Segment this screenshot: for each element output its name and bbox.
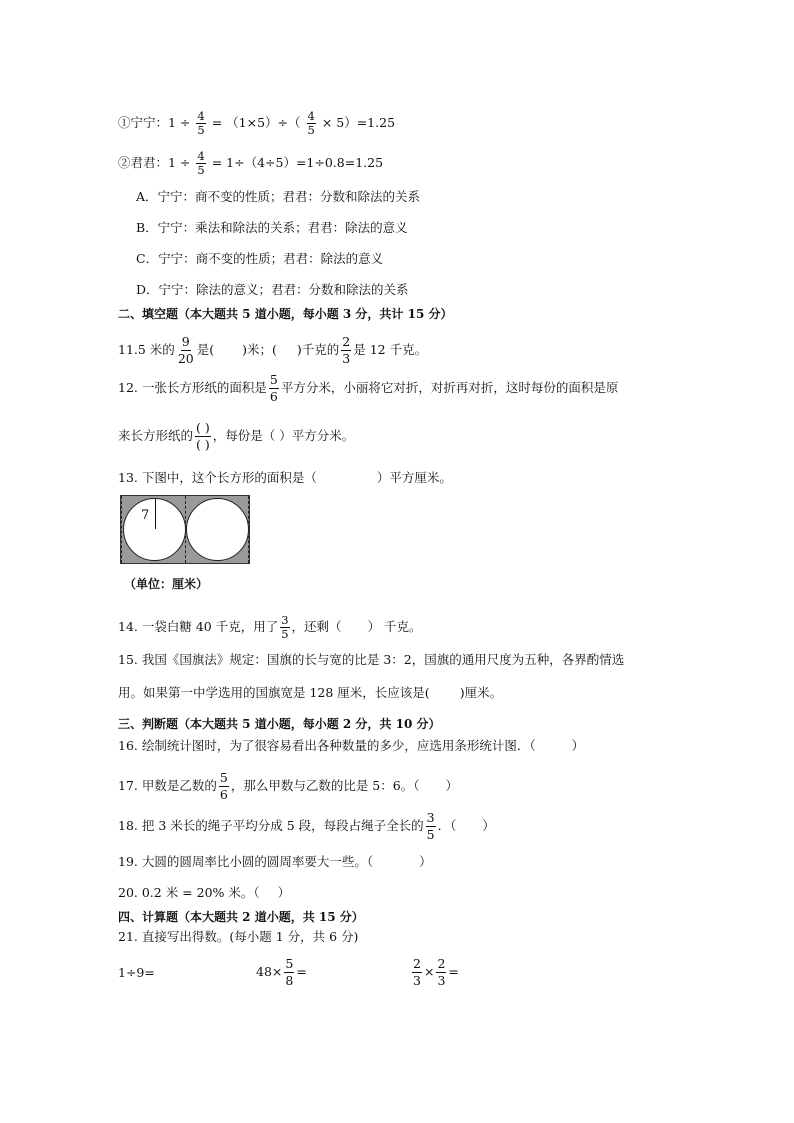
denominator: 6 <box>269 389 278 404</box>
text: ，那么甲数与乙数的比是 5：6。（ <box>230 778 420 793</box>
numerator: 5 <box>285 956 294 971</box>
numerator: 2 <box>342 334 351 349</box>
numerator: 5 <box>219 770 228 785</box>
denominator: 3 <box>413 973 421 988</box>
text: )厘米。 <box>459 685 503 700</box>
question-15-line1: 15. 我国《国旗法》规定：国旗的长与宽的比是 3：2，国旗的通用尺度为五种，各界酌情选 <box>118 652 625 667</box>
option-b: B．宁宁：乘法和除法的关系；君君：除法的意义 <box>136 220 408 235</box>
dashed-edge-right <box>248 496 249 563</box>
fraction <box>412 956 422 989</box>
method-line-junjun <box>118 150 383 177</box>
text: 13. 下图中，这个长方形的面积是（ <box>118 470 317 485</box>
numerator: 3 <box>426 810 435 825</box>
fraction <box>426 810 436 843</box>
text: 平方分米，小丽将它对折，对折再对折，这时每份的面积是原 <box>280 380 619 395</box>
denominator: ( ) <box>196 437 210 452</box>
calc-expression-1: 1÷9= <box>118 965 155 980</box>
fraction-blank[interactable] <box>195 420 211 453</box>
denominator: 5 <box>426 827 435 842</box>
numerator: 4 <box>197 149 205 163</box>
fraction <box>196 110 205 137</box>
numerator: 5 <box>269 372 278 387</box>
text: 20. 0.2 米 = 20% 米。（ <box>118 885 260 900</box>
text: 用。如果第一中学选用的国旗宽是 128 厘米，长应该是( <box>118 685 430 700</box>
question-11 <box>118 334 427 367</box>
text: ） <box>482 818 495 833</box>
fraction <box>196 150 205 177</box>
numerator: 3 <box>281 613 289 627</box>
fraction <box>280 614 289 641</box>
rectangle-two-circles-figure <box>120 495 250 564</box>
dashed-center-line <box>185 496 186 563</box>
fraction <box>219 770 229 803</box>
text: = <box>296 964 307 979</box>
text: 14. 一袋白糖 40 千克，用了 <box>118 619 279 634</box>
text: ） <box>571 738 585 753</box>
text: = 1÷（4÷5）=1÷0.8=1.25 <box>211 155 384 170</box>
text: ．（ <box>437 818 457 833</box>
text: 16. 绘制统计图时，为了很容易看出各种数量的多少，应选用条形统计图．（ <box>118 738 536 753</box>
text: 17. 甲数是乙数的 <box>118 778 217 793</box>
denominator: 5 <box>197 123 205 137</box>
right-circle <box>186 498 249 561</box>
text: ，还剩（ <box>291 619 342 634</box>
numerator: 4 <box>197 109 205 123</box>
option-a: A．宁宁：商不变的性质；君君：分数和除法的关系 <box>136 189 421 204</box>
denominator: 5 <box>307 123 315 137</box>
fraction <box>269 372 279 405</box>
text: ，每份是（ ）平方分米。 <box>212 428 355 443</box>
text: 是 12 千克。 <box>353 342 428 357</box>
text: ①宁宁：1 ÷ <box>118 115 191 130</box>
section-title-fill-blank: 二、填空题（本大题共 5 道小题，每小题 3 分，共计 15 分） <box>118 307 453 321</box>
fraction <box>436 956 446 989</box>
fraction <box>307 110 316 137</box>
question-18 <box>118 810 495 843</box>
radius-label: 7 <box>141 508 150 523</box>
denominator: 20 <box>177 351 194 366</box>
question-17 <box>118 770 458 803</box>
option-c: C．宁宁：商不变的性质；君君：除法的意义 <box>136 251 384 266</box>
text: ） 千克。 <box>367 619 422 634</box>
question-19 <box>118 853 432 871</box>
denominator: 8 <box>285 973 294 988</box>
question-16 <box>118 737 584 755</box>
denominator: 5 <box>281 627 289 641</box>
calc-expression-3 <box>410 956 459 989</box>
question-12-line1 <box>118 372 618 405</box>
text: 11.5 米的 <box>118 342 175 357</box>
numerator: 2 <box>413 956 421 971</box>
question-21: 21. 直接写出得数。(每小题 1 分，共 6 分) <box>118 929 359 944</box>
text: )米；( <box>242 342 277 357</box>
method-line-ningning <box>118 110 395 137</box>
numerator: 4 <box>307 109 315 123</box>
denominator: 5 <box>197 163 205 177</box>
text: 来长方形纸的 <box>118 428 194 443</box>
denominator: 3 <box>437 973 446 988</box>
fraction <box>177 334 195 367</box>
text: × 5）=1.25 <box>321 115 396 130</box>
question-20 <box>118 884 290 902</box>
section-title-calculation: 四、计算题（本大题共 2 道小题，共 15 分） <box>118 910 364 924</box>
numerator: ( ) <box>196 420 210 435</box>
denominator: 6 <box>219 787 228 802</box>
question-14 <box>118 614 422 641</box>
question-13 <box>118 469 452 487</box>
fraction <box>341 334 351 367</box>
text: ） <box>419 854 432 869</box>
text: ） <box>445 778 458 793</box>
denominator: 3 <box>342 351 351 366</box>
text: 是( <box>196 342 215 357</box>
text: ）平方厘米。 <box>376 470 452 485</box>
fraction <box>284 956 294 989</box>
text: = （1×5）÷（ <box>211 115 301 130</box>
text: )千克的 <box>296 342 340 357</box>
question-15-line2 <box>118 684 502 702</box>
numerator: 2 <box>437 956 446 971</box>
text: ） <box>277 885 291 900</box>
numerator: 9 <box>181 334 190 349</box>
section-title-true-false: 三、判断题（本大题共 5 道小题，每小题 2 分，共 10 分） <box>118 717 441 731</box>
radius-line <box>155 498 156 529</box>
question-12-line2 <box>118 420 354 453</box>
text: = <box>448 964 459 979</box>
text: 12. 一张长方形纸的面积是 <box>118 380 267 395</box>
text: 18. 把 3 米长的绳子平均分成 5 段，每段占绳子全长的 <box>118 818 424 833</box>
text: 19. 大圆的圆周率比小圆的圆周率要大一些。（ <box>118 854 374 869</box>
text: × <box>423 964 435 979</box>
dashed-edge-left <box>121 496 122 563</box>
text: 48× <box>256 964 283 979</box>
calc-expression-2 <box>256 956 307 989</box>
unit-label: （单位：厘米） <box>124 577 209 591</box>
option-d: D．宁宁：除法的意义；君君：分数和除法的关系 <box>136 282 409 297</box>
text: ②君君：1 ÷ <box>118 155 191 170</box>
